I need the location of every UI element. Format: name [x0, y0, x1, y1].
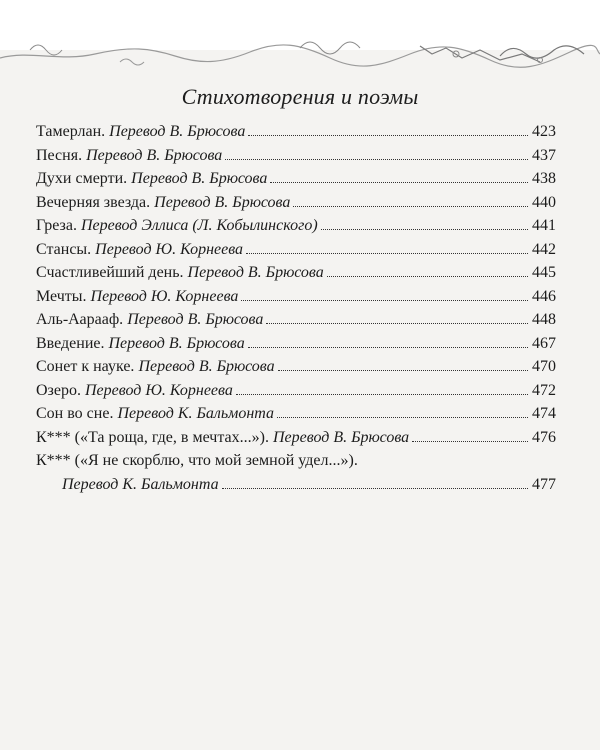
- translator-credit: Перевод Эллиса (Л. Кобылинского): [80, 217, 318, 234]
- translator-credit: Перевод В. Брюсова: [131, 170, 268, 187]
- poem-title: К*** («Та роща, где, в мечтах...»).: [36, 428, 269, 446]
- dot-leader: [270, 182, 528, 183]
- toc-entry: [36, 332, 556, 356]
- page-number: 476: [532, 428, 556, 446]
- poem-title: Введение.: [36, 334, 105, 352]
- table-of-contents: [36, 120, 556, 496]
- dot-leader: [248, 347, 528, 348]
- translator-credit: Перевод В. Брюсова: [109, 123, 246, 140]
- page-number: 442: [532, 240, 556, 258]
- translator-credit: Перевод К. Бальмонта: [62, 475, 219, 493]
- toc-entry: [36, 167, 556, 191]
- translator-credit: Перевод К. Бальмонта: [117, 405, 275, 422]
- page-number: 445: [532, 264, 556, 281]
- translator-credit: Перевод Ю. Корнеева: [90, 287, 239, 305]
- toc-entry: [36, 238, 556, 262]
- page-number: 446: [532, 287, 556, 305]
- toc-entry: [36, 120, 556, 144]
- dot-leader: [412, 441, 528, 442]
- translator-credit: Перевод В. Брюсова: [138, 358, 275, 375]
- translator-credit: Перевод В. Брюсова: [108, 334, 245, 352]
- toc-entry: [36, 355, 556, 379]
- decorative-ornament-border: [0, 0, 600, 72]
- page-number: 440: [532, 193, 556, 211]
- poem-title: Сон во сне.: [36, 405, 114, 422]
- poem-title: Аль-Аарааф.: [36, 311, 124, 328]
- poem-title: Духи смерти.: [36, 170, 128, 187]
- dot-leader: [293, 206, 528, 207]
- page-number: 437: [532, 146, 556, 164]
- poem-title: Тамерлан.: [36, 123, 106, 140]
- dot-leader: [236, 394, 528, 395]
- page-number: 438: [532, 170, 556, 187]
- toc-entry: [36, 214, 556, 238]
- translator-credit: Перевод В. Брюсова: [187, 264, 324, 281]
- section-title: Стихотворения и поэмы: [181, 84, 419, 109]
- dot-leader: [321, 229, 528, 230]
- page-number: 448: [532, 311, 556, 328]
- dot-leader: [225, 159, 528, 160]
- dot-leader: [266, 323, 528, 324]
- poem-title: Озеро.: [36, 381, 81, 399]
- toc-entry: [36, 308, 556, 332]
- toc-entry: [36, 379, 556, 403]
- dot-leader: [327, 276, 528, 277]
- toc-entry: [36, 191, 556, 215]
- page-number: 470: [532, 358, 556, 375]
- dot-leader: [222, 488, 528, 489]
- translator-credit: Перевод В. Брюсова: [86, 146, 223, 164]
- page-number: 467: [532, 334, 556, 352]
- poem-title: Сонет к науке.: [36, 358, 135, 375]
- poem-title: Мечты.: [36, 287, 87, 305]
- toc-entry: [36, 449, 556, 496]
- poem-title: Вечерняя звезда.: [36, 193, 151, 211]
- dot-leader: [246, 253, 528, 254]
- dot-leader: [277, 417, 528, 418]
- poem-title: Стансы.: [36, 240, 92, 258]
- translator-credit: Перевод В. Брюсова: [272, 428, 410, 446]
- dot-leader: [241, 300, 528, 301]
- translator-credit: Перевод Ю. Корнеева: [95, 240, 244, 258]
- poem-title: Греза.: [36, 217, 77, 234]
- toc-entry: [36, 285, 556, 309]
- toc-entry: [36, 426, 556, 450]
- dot-leader: [248, 135, 528, 136]
- toc-entry: [36, 144, 556, 168]
- translator-credit: Перевод В. Брюсова: [127, 311, 264, 328]
- poem-title: Счастливейший день.: [36, 264, 184, 281]
- translator-credit: Перевод В. Брюсова: [154, 193, 291, 211]
- page-number: 423: [532, 123, 556, 140]
- poem-title: Песня.: [36, 146, 83, 164]
- poem-title: К*** («Я не скорблю, что мой земной удел...»).: [36, 452, 358, 469]
- page-number: 474: [532, 405, 556, 422]
- toc-entry: [36, 261, 556, 285]
- page-number: 477: [532, 475, 556, 493]
- toc-entry: [36, 402, 556, 426]
- page-number: 441: [532, 217, 556, 234]
- dot-leader: [278, 370, 528, 371]
- page-number: 472: [532, 381, 556, 399]
- translator-credit: Перевод Ю. Корнеева: [84, 381, 233, 399]
